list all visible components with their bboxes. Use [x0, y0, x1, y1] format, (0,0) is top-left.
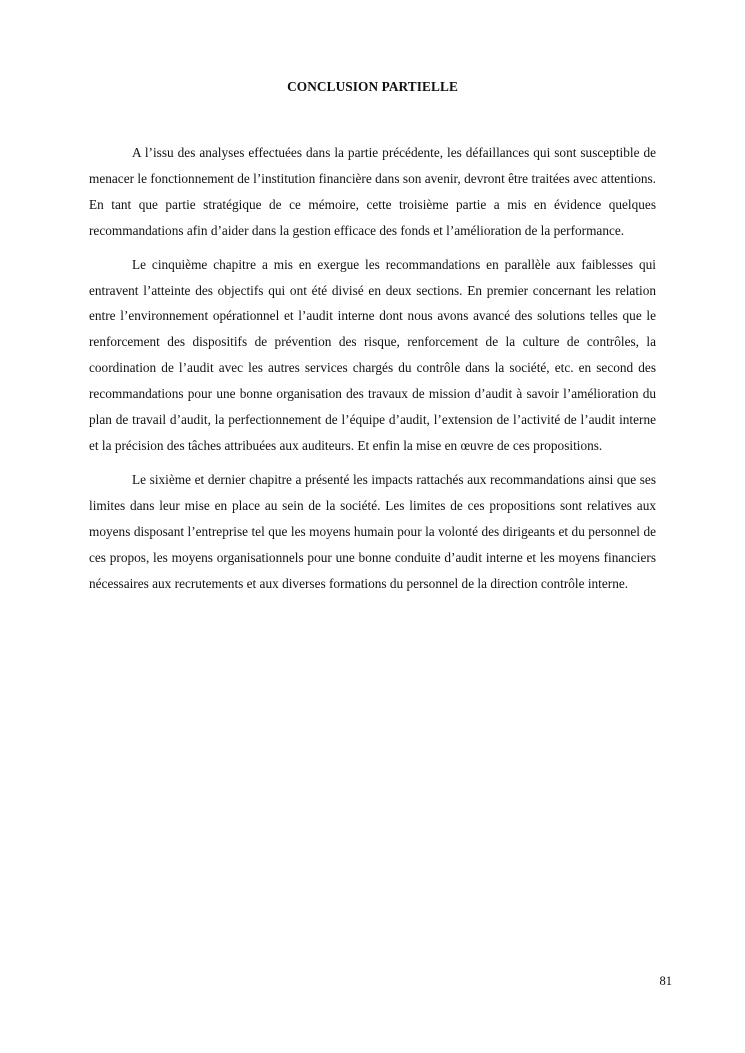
paragraph-intro: A l’issu des analyses effectuées dans la partie précédente, les défaillances qui sont susceptible de menacer le fonctionnement de l’institution financière dans son avenir, devront être traitées avec attentions. En tant que partie stratégique de ce mémoire, cette troisième partie a mis en évidence quelques recommandations afin d’aider dans la gestion efficace des fonds et l’amélioration de la performance.	[89, 145, 656, 238]
page-title: CONCLUSION PARTIELLE	[287, 79, 458, 94]
body-text	[89, 140, 656, 604]
paragraph-chapter-six: Le sixième et dernier chapitre a présenté les impacts rattachés aux recommandations ainsi que ses limites dans leur mise en place au sein de la société. Les limites de ces propositions sont relatives aux moyens disposant l’entreprise tel que les moyens humain pour la volonté des dirigeants et du personnel de ces propos, les moyens organisationnels pour une bonne conduite d’audit interne et les moyens financiers nécessaires aux recrutements et aux diverses formations du personnel de la direction contrôle interne.	[89, 471, 656, 591]
page-number: 81	[659, 974, 672, 988]
paragraph-chapter-five: Le cinquième chapitre a mis en exergue les recommandations en parallèle aux faiblesses qui entravent l’atteinte des objectifs qui ont été divisé en deux sections. En premier concernant les relation entre l’environnement opérationnel et l’audit interne dont nous avons avancé des solutions telles que le renforcement des dispositifs de prévention des risque, renforcement de la culture de contrôles, la coordination de l’audit avec les autres services chargés du contrôle dans la société, etc. en second des recommandations pour une bonne organisation des travaux de mission d’audit à savoir l’amélioration du plan de travail d’audit, la perfectionnement de l’équipe d’audit, l’extension de l’activité de l’audit interne et la précision des tâches attribuées aux auditeurs. Et enfin la mise en œuvre de ces propositions.	[89, 256, 656, 453]
